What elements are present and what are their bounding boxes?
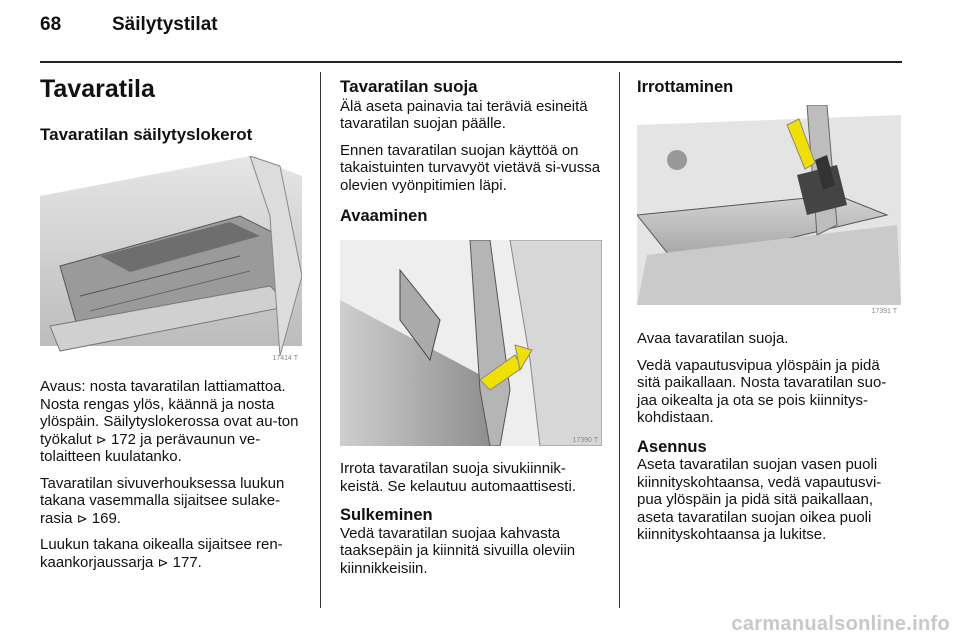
- trunk-storage-figure: [40, 156, 302, 364]
- paragraph-belts: Ennen tavaratilan suojan käyttöä on takaistuinten turvavyöt vietävä si-vussa olevien vyönpitimien läpi.: [340, 141, 601, 194]
- page-ref[interactable]: 172: [110, 430, 136, 448]
- cover-heading: Tavaratilan suoja: [340, 77, 478, 96]
- reference-arrow-icon: ⊳: [76, 510, 88, 526]
- opening-heading: Avaaminen: [340, 207, 428, 225]
- closing-heading: Sulkeminen: [340, 506, 433, 524]
- watermark-text: carmanualsonline.info: [731, 613, 950, 635]
- paragraph-release: Irrota tavaratilan suoja sivukiinnik-keistä. Se kelautuu automaattisesti.: [340, 460, 576, 495]
- page-ref[interactable]: 169.: [91, 509, 121, 527]
- paragraph-fusebox: Tavaratilan sivuverhouksessa luukun takana vasemmalla sijaitsee sulake-rasia ⊳ 169.: [40, 474, 285, 527]
- page-ref[interactable]: 177.: [172, 553, 202, 571]
- storage-heading: Tavaratilan säilytyslokerot: [40, 125, 253, 144]
- removal-heading: Irrottaminen: [637, 78, 734, 96]
- reference-arrow-icon: ⊳: [157, 554, 169, 570]
- figure-id: 17414 T: [272, 355, 298, 362]
- cover-removal-figure: [637, 105, 901, 317]
- column-2-lower-text: [340, 460, 608, 586]
- paragraph-remove: Vedä vapautusvipua ylöspäin ja pidä sitä paikallaan. Nosta tavaratilan suo-jaa oikealta ja ota se pois kiinnitys-kohdistaan.: [637, 356, 887, 426]
- paragraph-install: Aseta tavaratilan suojan vasen puoli kiinnityskohtaansa, vedä vapautusvi-pua ylöspäin ja pidä sitä paikallaan, aseta tavaratilan suojan oikea puoli kiinnityskohtaansa ja lukitse.: [637, 456, 882, 543]
- cover-opening-figure: [340, 240, 602, 446]
- column-2-text: [340, 78, 608, 226]
- column-divider-1: [320, 72, 321, 608]
- header-rule: [40, 61, 902, 63]
- paragraph-open-cover: Avaa tavaratilan suoja.: [637, 330, 789, 347]
- install-heading: Asennus: [637, 437, 707, 456]
- reference-arrow-icon: ⊳: [95, 431, 107, 447]
- paragraph-closing: Vedä tavaratilan suojaa kahvasta taaksepäin ja kiinnitä sivuilla oleviin kiinnikkeisiin.: [340, 524, 576, 577]
- figure-id: 17390 T: [572, 437, 598, 444]
- section-title: Säilytystilat: [112, 14, 218, 35]
- column-3-text: [637, 330, 905, 553]
- figure-id: 17391 T: [871, 308, 897, 315]
- column-1-text: [40, 378, 308, 580]
- paragraph-repair-kit: Luukun takana oikealla sijaitsee ren-kaankorjaussarja ⊳ 177.: [40, 536, 283, 571]
- column-divider-2: [619, 72, 620, 608]
- paragraph-warning: Älä aseta painavia tai teräviä esineitä tavaratilan suojan päälle.: [340, 97, 588, 132]
- chapter-heading: Tavaratila: [40, 75, 155, 103]
- page-number: 68: [40, 14, 62, 35]
- paragraph-opening: Avaus: nosta tavaratilan lattiamattoa. Nosta rengas ylös, käännä ja nosta ylöspäin. Säilytyslokerossa ovat au-ton työkalut ⊳ 172 ja perävaunun ve-tolaitteen kuulatanko.: [40, 378, 299, 465]
